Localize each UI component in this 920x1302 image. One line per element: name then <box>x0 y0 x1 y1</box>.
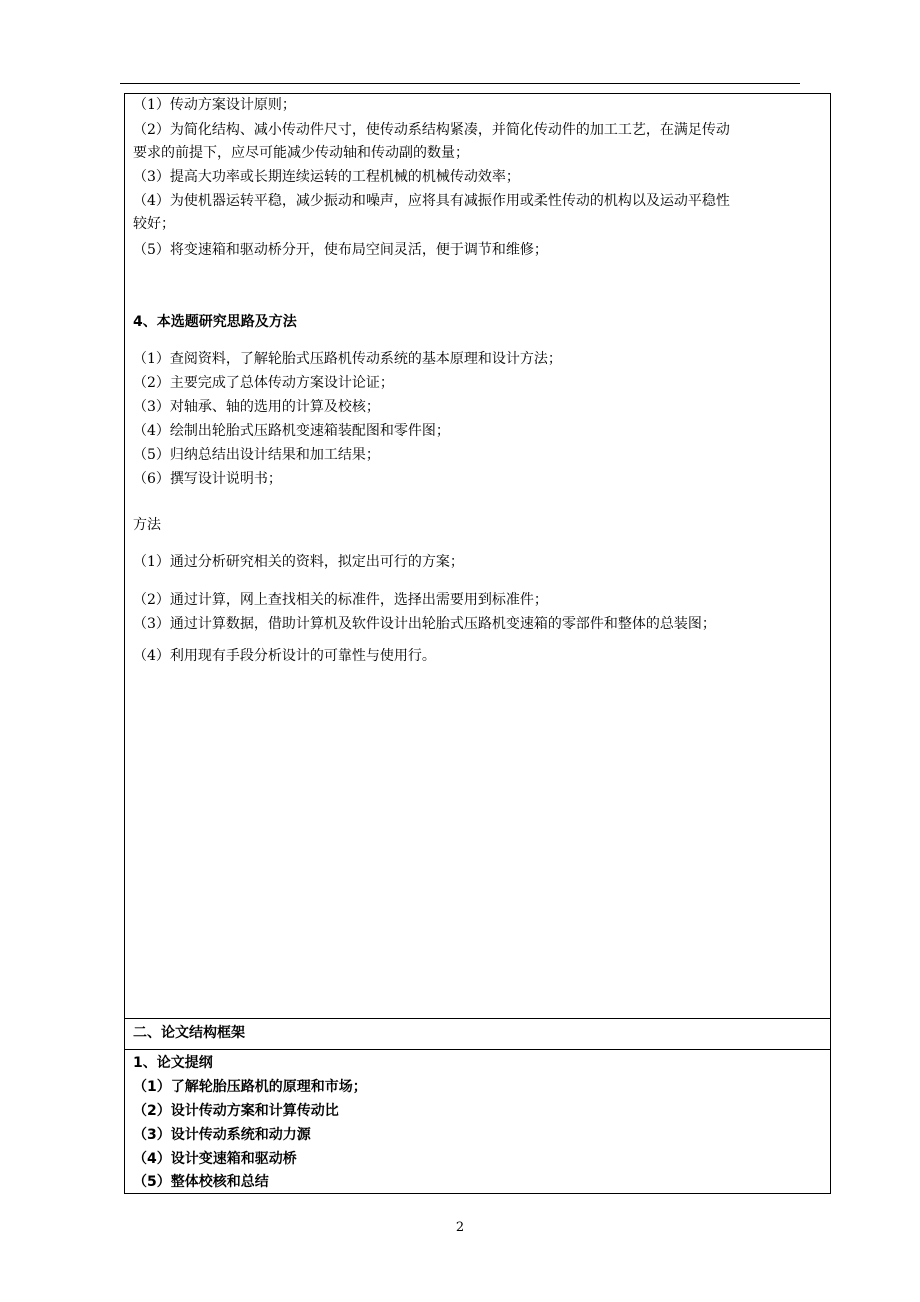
outline-item: （4）设计变速箱和驱动桥 <box>133 1151 297 1167</box>
research-step: （2）主要完成了总体传动方案设计论证； <box>133 375 394 391</box>
outline-title: 1、论文提纲 <box>133 1055 213 1071</box>
method-item: （3）通过计算数据，借助计算机及软件设计出轮胎式压路机变速箱的零部件和整体的总装图； <box>133 616 716 632</box>
method-item: （4）利用现有手段分析设计的可靠性与使用行。 <box>133 648 436 664</box>
section-divider <box>124 1018 831 1019</box>
outline-item: （3）设计传动系统和动力源 <box>133 1127 311 1143</box>
principle-line: （4）为使机器运转平稳，减少振动和噪声，应将具有减振作用或柔性传动的机构以及运动平稳性 <box>133 193 730 209</box>
research-step: （6）撰写设计说明书； <box>133 471 282 487</box>
outline-item: （5）整体校核和总结 <box>133 1174 269 1190</box>
section-heading: 4、本选题研究思路及方法 <box>133 314 297 330</box>
subsection-divider <box>124 1049 831 1050</box>
principle-line: （1）传动方案设计原则； <box>133 97 296 113</box>
research-step: （5）归纳总结出设计结果和加工结果； <box>133 447 380 463</box>
principle-line: （5）将变速箱和驱动桥分开，使布局空间灵活，便于调节和维修； <box>133 242 548 258</box>
page-number: 2 <box>455 1220 465 1235</box>
method-item: （1）通过分析研究相关的资料，拟定出可行的方案； <box>133 554 464 570</box>
principle-line: 要求的前提下，应尽可能减少传动轴和传动副的数量； <box>133 145 469 161</box>
methods-title: 方法 <box>133 517 161 533</box>
research-step: （4）绘制出轮胎式压路机变速箱装配图和零件图； <box>133 423 450 439</box>
research-step: （1）查阅资料，了解轮胎式压路机传动系统的基本原理和设计方法； <box>133 351 562 367</box>
research-step: （3）对轴承、轴的选用的计算及校核； <box>133 399 380 415</box>
part-title: 二、论文结构框架 <box>133 1025 245 1041</box>
method-item: （2）通过计算，网上查找相关的标准件，选择出需要用到标准件； <box>133 592 548 608</box>
principle-line: 较好； <box>133 216 175 232</box>
principle-line: （2）为简化结构、减小传动件尺寸，使传动系结构紧凑，并简化传动件的加工工艺，在满足传动 <box>133 122 730 138</box>
outline-item: （1）了解轮胎压路机的原理和市场； <box>133 1079 367 1095</box>
header-rule <box>120 83 800 84</box>
principle-line: （3）提高大功率或长期连续运转的工程机械的机械传动效率； <box>133 169 520 185</box>
outline-item: （2）设计传动方案和计算传动比 <box>133 1103 339 1119</box>
